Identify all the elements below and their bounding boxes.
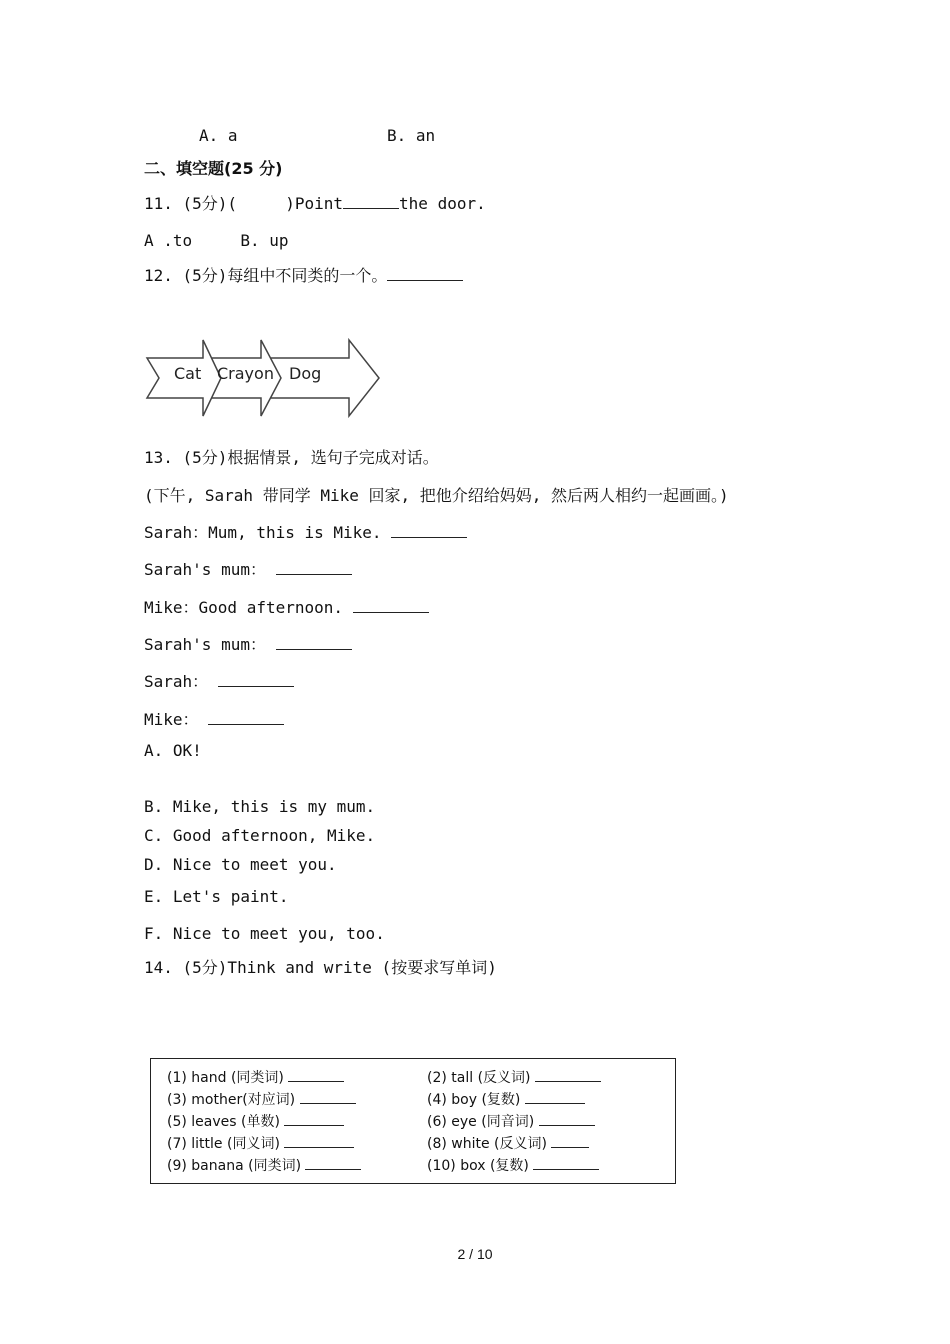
q13-option: D. Nice to meet you. [144, 855, 337, 874]
page-number: 2 / 10 [457, 1246, 493, 1262]
q12-word-crayon: Crayon [217, 364, 274, 383]
q14-item: (4) boy (复数) [427, 1089, 585, 1109]
q13-blank-6[interactable] [208, 710, 284, 725]
q13-blank-2[interactable] [276, 560, 352, 575]
q14-blank-9[interactable] [305, 1155, 361, 1170]
q14-blank-4[interactable] [525, 1089, 585, 1104]
q13-option: E. Let's paint. [144, 887, 289, 906]
q14-item: (5) leaves (单数) [167, 1111, 344, 1131]
q14-blank-5[interactable] [284, 1111, 344, 1126]
q13-option: B. Mike, this is my mum. [144, 797, 376, 816]
q13-dialogue-line: Sarah's mum： [144, 635, 352, 655]
q14-blank-10[interactable] [533, 1155, 599, 1170]
q10-option-b: B. an [387, 126, 436, 145]
q14-blank-2[interactable] [535, 1067, 601, 1082]
q12-word-cat: Cat [174, 364, 202, 383]
q14-item: (3) mother(对应词) [167, 1089, 356, 1109]
q13-dialogue-line: Mike：Good afternoon. [144, 598, 429, 618]
q14-blank-7[interactable] [284, 1133, 354, 1148]
q11-stem: 11. (5分)( )Point the door. [144, 194, 486, 213]
section2-title: 二、填空题(25 分) [144, 159, 283, 178]
q10-option-a: A. a [199, 126, 238, 145]
q11-blank[interactable] [343, 194, 399, 209]
q13-option: A. OK! [144, 741, 202, 760]
q13-stem: 13. (5分)根据情景, 选句子完成对话。 [144, 448, 439, 467]
q12-word-dog: Dog [289, 364, 322, 383]
arrow-shape-3 [265, 340, 379, 416]
q14-blank-3[interactable] [300, 1089, 356, 1104]
q13-option: F. Nice to meet you, too. [144, 924, 385, 943]
q14-item: (9) banana (同类词) [167, 1155, 361, 1175]
q14-item: (10) box (复数) [427, 1155, 599, 1175]
q14-item: (8) white (反义词) [427, 1133, 589, 1153]
q14-item: (1) hand (同类词) [167, 1067, 344, 1087]
q14-word-box [150, 1058, 676, 1184]
q13-blank-5[interactable] [218, 672, 294, 687]
q13-blank-4[interactable] [276, 635, 352, 650]
q14-item: (6) eye (同音词) [427, 1111, 595, 1131]
q13-dialogue-line: Sarah's mum： [144, 560, 352, 580]
q14-blank-8[interactable] [551, 1133, 589, 1148]
q12-arrow-diagram [145, 338, 385, 422]
q13-dialogue-line: Mike： [144, 710, 284, 730]
q13-blank-1[interactable] [391, 523, 467, 538]
q14-blank-1[interactable] [288, 1067, 344, 1082]
q13-dialogue-line: Sarah： [144, 672, 294, 692]
q12-stem: 12. (5分)每组中不同类的一个。 [144, 266, 463, 286]
q14-stem: 14. (5分)Think and write (按要求写单词) [144, 958, 497, 977]
q12-blank[interactable] [387, 266, 463, 281]
q13-dialogue-line: Sarah：Mum, this is Mike. [144, 523, 467, 543]
q14-item: (2) tall (反义词) [427, 1067, 601, 1087]
q11-options: A .to B. up [144, 231, 289, 250]
q13-context: (下午, Sarah 带同学 Mike 回家, 把他介绍给妈妈, 然后两人相约一起画画。) [144, 486, 729, 505]
q14-item: (7) little (同义词) [167, 1133, 354, 1153]
q13-blank-3[interactable] [353, 598, 429, 613]
q14-blank-6[interactable] [539, 1111, 595, 1126]
q13-option: C. Good afternoon, Mike. [144, 826, 376, 845]
